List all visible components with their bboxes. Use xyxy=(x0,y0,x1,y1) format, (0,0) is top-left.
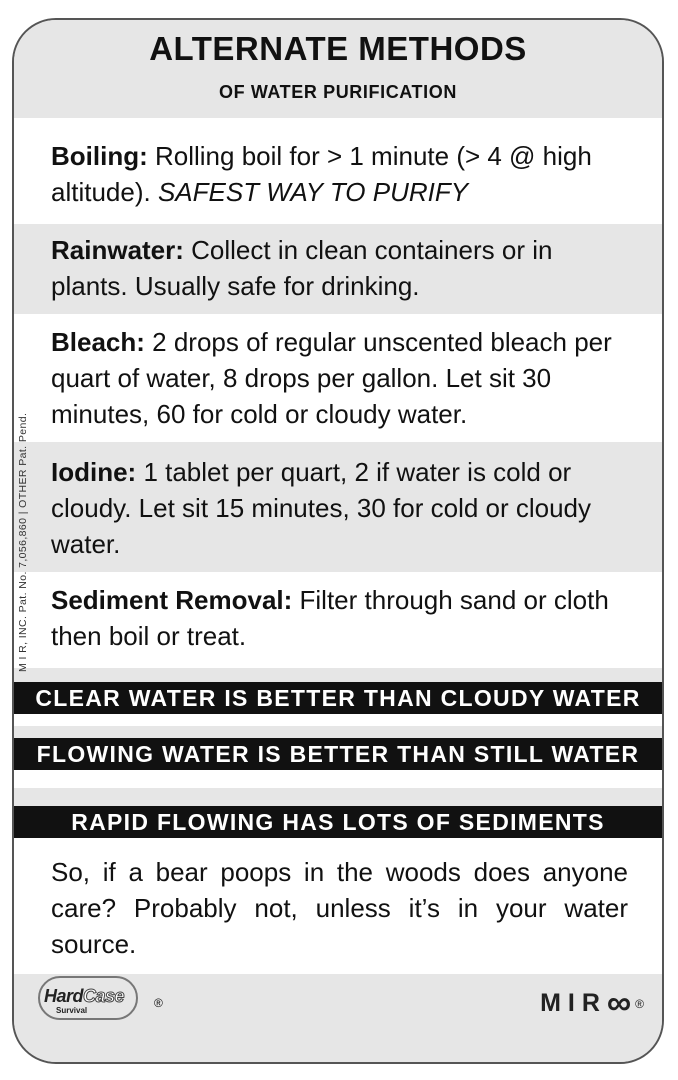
iodine-text: 1 tablet per quart, 2 if water is cold or cloudy. Let sit 15 minutes, 30 for cold or cloudy water. xyxy=(51,457,592,559)
purification-card xyxy=(12,18,664,1064)
section-boiling xyxy=(14,118,662,224)
sediment-term: Sediment Removal: xyxy=(51,585,293,615)
iodine-term: Iodine: xyxy=(51,457,137,487)
section-iodine xyxy=(14,442,662,572)
section-rainwater xyxy=(14,224,662,314)
spacer-gray xyxy=(14,788,662,806)
closing-section xyxy=(14,838,662,974)
rainwater-term: Rainwater: xyxy=(51,235,184,265)
closing-text: So, if a bear poops in the woods does anyone care? Probably not, unless it’s in your water source. xyxy=(51,857,628,959)
mir-logo xyxy=(540,984,644,1023)
rainwater-text: Collect in clean containers or in plants. Usually safe for drinking. xyxy=(51,235,553,301)
section-sediment xyxy=(14,572,662,668)
card-subtitle: OF WATER PURIFICATION xyxy=(219,82,457,102)
hardcase-survival-logo xyxy=(30,974,170,1024)
boiling-text: Rolling boil for > 1 minute (> 4 @ high altitude). xyxy=(51,141,592,207)
patent-text: M I R, INC. Pat. No. 7,056,860 | OTHER Pat. Pend. xyxy=(17,412,29,672)
logo-word-hard: Hard xyxy=(44,986,84,1006)
logo-registered: ® xyxy=(154,996,163,1010)
sediment-text: Filter through sand or cloth then boil or treat. xyxy=(51,585,609,651)
spacer-white xyxy=(14,770,662,788)
boiling-emphasis: SAFEST WAY TO PURIFY xyxy=(157,177,469,207)
logo-sub: Survival xyxy=(56,1006,88,1015)
card-title: ALTERNATE METHODS xyxy=(149,30,527,67)
banner-clear-water: CLEAR WATER IS BETTER THAN CLOUDY WATER xyxy=(14,682,662,714)
banner-flowing-water: FLOWING WATER IS BETTER THAN STILL WATER xyxy=(14,738,662,770)
bleach-term: Bleach: xyxy=(51,327,145,357)
banner-rapid-flowing: RAPID FLOWING HAS LOTS OF SEDIMENTS xyxy=(14,806,662,838)
header-band xyxy=(14,20,662,118)
boiling-term: Boiling: xyxy=(51,141,148,171)
spacer-gray xyxy=(14,726,662,738)
section-bleach xyxy=(14,314,662,442)
mir-registered: ® xyxy=(635,996,644,1011)
infinity-icon: ∞ xyxy=(606,984,632,1022)
mir-brand: MIR xyxy=(540,989,607,1017)
spacer-white xyxy=(14,714,662,726)
bleach-text: 2 drops of regular unscented bleach per quart of water, 8 drops per gallon. Let sit 30 minutes, 60 for cold or cloudy water. xyxy=(51,327,612,429)
spacer-gray xyxy=(14,668,662,682)
logo-word-case: Case xyxy=(83,986,125,1006)
